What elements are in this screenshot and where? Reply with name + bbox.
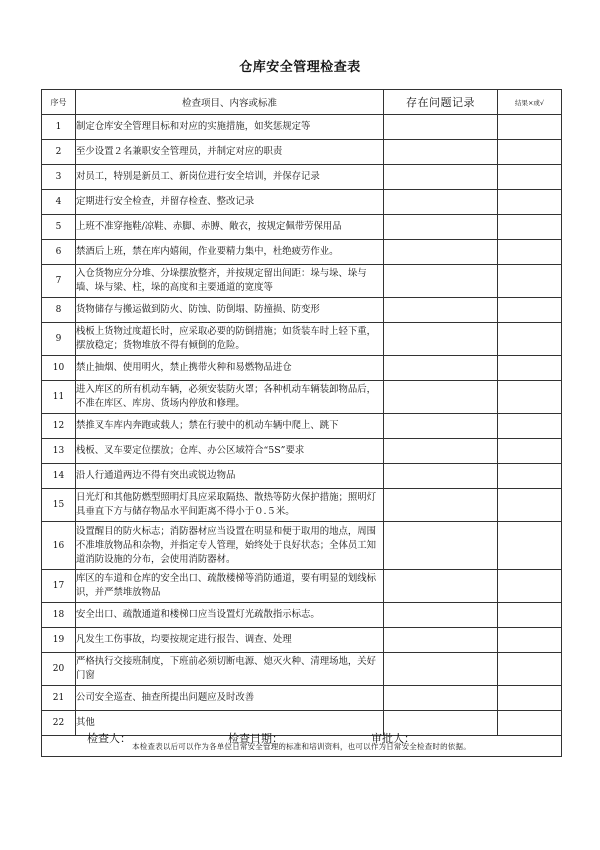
row-number: 16 — [42, 522, 76, 570]
row-item-text: 上班不准穿拖鞋/凉鞋、赤脚、赤膊、敞衣，按规定佩带劳保用品 — [76, 215, 384, 240]
checklist-table — [41, 89, 562, 757]
page-title: 仓库安全管理检查表 — [239, 60, 361, 75]
row-number: 17 — [42, 570, 76, 603]
table-row — [42, 140, 562, 165]
row-item-text: 禁止抽烟、使用明火，禁止携带火种和易燃物品进仓 — [76, 356, 384, 381]
approver-label: 审批人： — [371, 732, 415, 745]
issue-record-cell[interactable] — [384, 190, 498, 215]
row-item-text: 进入库区的所有机动车辆，必须安装防火罩；各种机动车辆装卸物品后，不准在库区、库房、货场内停放和修理。 — [76, 381, 384, 414]
result-cell[interactable] — [498, 464, 562, 489]
row-item-text: 入仓货物应分分堆、分垛摆放整齐，并按规定留出间距：垛与垛、垛与墙、垛与梁、柱，垛的高度和主要通道的宽度等 — [76, 265, 384, 298]
table-row — [42, 115, 562, 140]
inspection-date-label: 检查日期： — [228, 732, 283, 745]
result-cell[interactable] — [498, 298, 562, 323]
header-item: 检查项目、内容或标准 — [76, 90, 384, 115]
row-item-text: 严格执行交接班制度，下班前必须切断电源、熄灭火种、清理场地，关好门窗 — [76, 653, 384, 686]
result-cell[interactable] — [498, 381, 562, 414]
result-cell[interactable] — [498, 603, 562, 628]
row-number: 6 — [42, 240, 76, 265]
result-cell[interactable] — [498, 489, 562, 522]
row-number: 18 — [42, 603, 76, 628]
issue-record-cell[interactable] — [384, 298, 498, 323]
result-cell[interactable] — [498, 190, 562, 215]
issue-record-cell[interactable] — [384, 265, 498, 298]
result-cell[interactable] — [498, 686, 562, 711]
table-row — [42, 489, 562, 522]
table-row — [42, 356, 562, 381]
header-result: 结果×或√ — [498, 90, 562, 115]
row-item-text: 凡发生工伤事故，均要按规定进行报告、调查、处理 — [76, 628, 384, 653]
result-cell[interactable] — [498, 356, 562, 381]
header-issue: 存在问题记录 — [384, 90, 498, 115]
row-item-text: 制定仓库安全管理目标和对应的实施措施，如奖惩规定等 — [76, 115, 384, 140]
result-cell[interactable] — [498, 439, 562, 464]
issue-record-cell[interactable] — [384, 439, 498, 464]
table-row — [42, 628, 562, 653]
issue-record-cell[interactable] — [384, 414, 498, 439]
result-cell[interactable] — [498, 215, 562, 240]
row-number: 3 — [42, 165, 76, 190]
table-row — [42, 165, 562, 190]
row-number: 1 — [42, 115, 76, 140]
row-item-text: 对员工，特别是新员工、新岗位进行安全培训，并保存记录 — [76, 165, 384, 190]
row-item-text: 栈板上货物过度超长时，应采取必要的防倒措施；如货装车时上轻下重，摆放稳定；货物堆放不得有倾倒的危险。 — [76, 323, 384, 356]
result-cell[interactable] — [498, 414, 562, 439]
row-item-text: 禁酒后上班，禁在库内嬉闹，作业要精力集中，杜绝疲劳作业。 — [76, 240, 384, 265]
issue-record-cell[interactable] — [384, 570, 498, 603]
header-no: 序号 — [42, 90, 76, 115]
row-number: 4 — [42, 190, 76, 215]
row-number: 15 — [42, 489, 76, 522]
row-item-text: 货物储存与搬运做到防火、防蚀、防倒塌、防撞损、防变形 — [76, 298, 384, 323]
table-row — [42, 298, 562, 323]
result-cell[interactable] — [498, 140, 562, 165]
result-cell[interactable] — [498, 265, 562, 298]
table-row — [42, 464, 562, 489]
signature-line — [0, 730, 600, 748]
row-number: 14 — [42, 464, 76, 489]
row-number: 21 — [42, 686, 76, 711]
table-row — [42, 381, 562, 414]
table-row — [42, 240, 562, 265]
issue-record-cell[interactable] — [384, 522, 498, 570]
row-number: 2 — [42, 140, 76, 165]
issue-record-cell[interactable] — [384, 628, 498, 653]
row-number: 12 — [42, 414, 76, 439]
table-header-row — [42, 90, 562, 115]
table-row — [42, 190, 562, 215]
result-cell[interactable] — [498, 653, 562, 686]
row-item-text: 栈板、叉车要定位摆放；仓库、办公区域符合“5S”要求 — [76, 439, 384, 464]
issue-record-cell[interactable] — [384, 165, 498, 190]
row-item-text: 其他 — [76, 711, 384, 736]
row-item-text: 日光灯和其他防燃型照明灯具应采取隔热、散热等防火保护措施；照明灯具垂直下方与储存物品水平间距离不得小于０.５米。 — [76, 489, 384, 522]
row-number: 5 — [42, 215, 76, 240]
table-row — [42, 653, 562, 686]
issue-record-cell[interactable] — [384, 653, 498, 686]
issue-record-cell[interactable] — [384, 381, 498, 414]
result-cell[interactable] — [498, 323, 562, 356]
row-number: 9 — [42, 323, 76, 356]
issue-record-cell[interactable] — [384, 215, 498, 240]
row-number: 11 — [42, 381, 76, 414]
row-item-text: 公司安全巡查、抽查所提出问题应及时改善 — [76, 686, 384, 711]
table-row — [42, 265, 562, 298]
table-row — [42, 522, 562, 570]
row-number: 13 — [42, 439, 76, 464]
row-item-text: 至少设置２名兼职安全管理员，并制定对应的职责 — [76, 140, 384, 165]
issue-record-cell[interactable] — [384, 489, 498, 522]
issue-record-cell[interactable] — [384, 115, 498, 140]
row-number: 19 — [42, 628, 76, 653]
result-cell[interactable] — [498, 115, 562, 140]
issue-record-cell[interactable] — [384, 356, 498, 381]
table-row — [42, 439, 562, 464]
issue-record-cell[interactable] — [384, 323, 498, 356]
table-row — [42, 414, 562, 439]
issue-record-cell[interactable] — [384, 603, 498, 628]
issue-record-cell[interactable] — [384, 686, 498, 711]
row-number: 20 — [42, 653, 76, 686]
table-row — [42, 603, 562, 628]
result-cell[interactable] — [498, 570, 562, 603]
table-row — [42, 570, 562, 603]
inspector-label: 检查人： — [87, 732, 131, 745]
result-cell[interactable] — [498, 628, 562, 653]
row-item-text: 禁推叉车库内奔跑或载人；禁在行驶中的机动车辆中爬上、跳下 — [76, 414, 384, 439]
row-item-text: 库区的车道和仓库的安全出口、疏散楼梯等消防通道，要有明显的划线标识，并严禁堆放物品 — [76, 570, 384, 603]
row-number: 22 — [42, 711, 76, 736]
row-item-text: 沿人行通道两边不得有突出或锐边物品 — [76, 464, 384, 489]
row-item-text: 安全出口、疏散通道和楼梯口应当设置灯光疏散指示标志。 — [76, 603, 384, 628]
table-row — [42, 215, 562, 240]
row-number: 7 — [42, 265, 76, 298]
result-cell[interactable] — [498, 522, 562, 570]
issue-record-cell[interactable] — [384, 240, 498, 265]
table-row — [42, 686, 562, 711]
issue-record-cell[interactable] — [384, 464, 498, 489]
result-cell[interactable] — [498, 240, 562, 265]
row-item-text: 设置醒目的防火标志；消防器材应当设置在明显和便于取用的地点，周围不准堆放物品和杂物，并指定专人管理，始终处于良好状态；全体员工知道消防设施的分布，会使用消防器材。 — [76, 522, 384, 570]
issue-record-cell[interactable] — [384, 140, 498, 165]
row-number: 8 — [42, 298, 76, 323]
checklist-rows — [42, 115, 562, 736]
result-cell[interactable] — [498, 165, 562, 190]
footnote: 本检查表以后可以作为各单位日常安全管理的标准和培训资料，也可以作为日常安全检查时的依据。 — [42, 736, 562, 757]
row-item-text: 定期进行安全检查，并留存检查、整改记录 — [76, 190, 384, 215]
table-row — [42, 323, 562, 356]
row-number: 10 — [42, 356, 76, 381]
